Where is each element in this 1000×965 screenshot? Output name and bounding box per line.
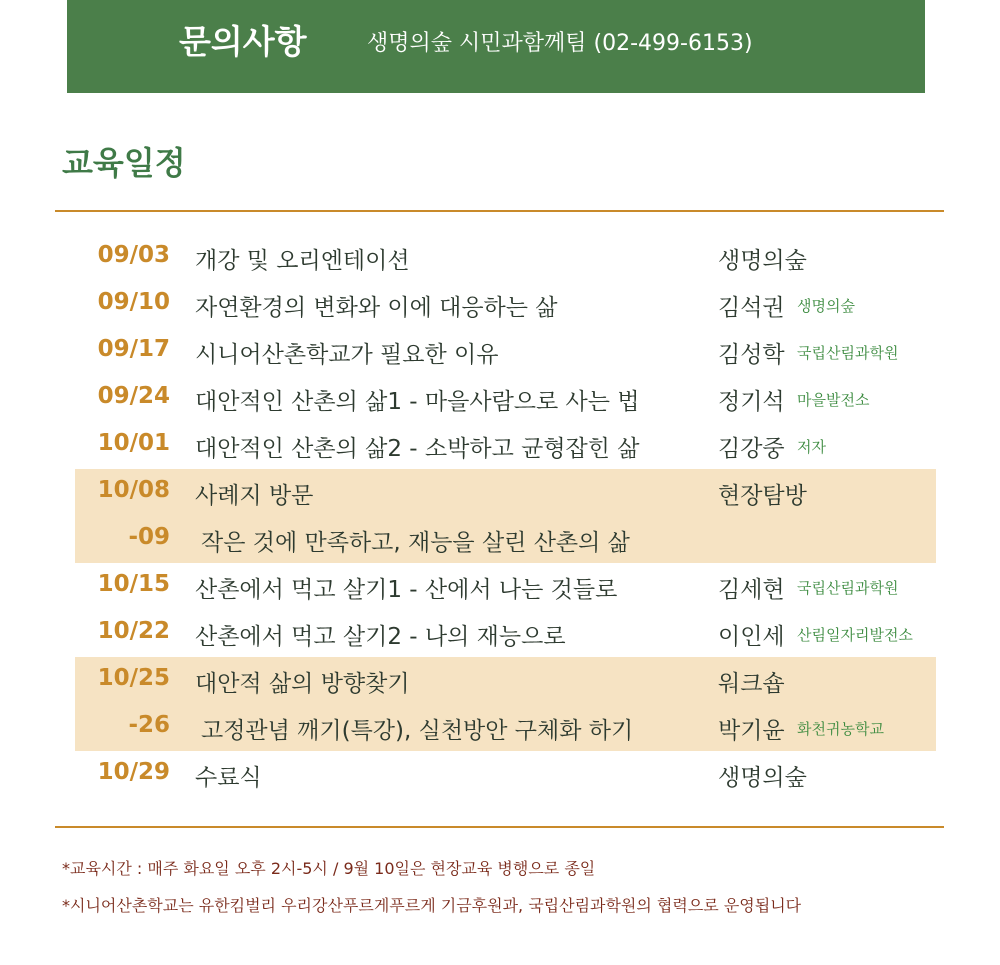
- session-date: 10/22: [97, 618, 170, 644]
- session-date: 09/03: [97, 242, 170, 268]
- session-block: [75, 422, 936, 469]
- lecturer-affiliation: 국립산림과학원: [797, 579, 899, 597]
- highlighted-session-block: [75, 469, 936, 563]
- session-date: 10/25: [97, 665, 170, 691]
- note-schedule-time: *교육시간 : 매주 화요일 오후 2시-5시 / 9월 10일은 현장교육 병행으로 종일: [62, 859, 596, 878]
- session-block: [75, 375, 936, 422]
- schedule-table: [75, 234, 936, 798]
- schedule-row: [75, 281, 936, 328]
- session-title: 산촌에서 먹고 살기1 - 산에서 나는 것들로: [195, 577, 618, 603]
- session-date: -26: [128, 712, 170, 738]
- session-title: 대안적 삶의 방향찾기: [195, 671, 410, 697]
- session-date: 09/17: [97, 336, 170, 362]
- bottom-divider: [55, 826, 944, 828]
- session-lecturer: 김석권: [718, 295, 785, 321]
- lecturer-affiliation: 화천귀농학교: [797, 720, 884, 738]
- session-block: [75, 234, 936, 281]
- session-lecturer: 김세현: [718, 577, 785, 603]
- schedule-row: [75, 234, 936, 281]
- session-title: 대안적인 산촌의 삶1 - 마을사람으로 사는 법: [195, 389, 640, 415]
- session-title: 사례지 방문: [195, 483, 314, 509]
- session-date: 10/15: [97, 571, 170, 597]
- session-lecturer: 김성학: [718, 342, 785, 368]
- top-divider: [55, 210, 944, 212]
- session-date: 10/08: [97, 477, 170, 503]
- session-block: [75, 281, 936, 328]
- session-lecturer: 이인세: [718, 624, 785, 650]
- session-title: 시니어산촌학교가 필요한 이유: [195, 342, 499, 368]
- lecturer-affiliation: 생명의숲: [797, 297, 855, 315]
- session-title: 산촌에서 먹고 살기2 - 나의 재능으로: [195, 624, 566, 650]
- banner-title: 문의사항: [179, 22, 307, 61]
- session-date: 09/24: [97, 383, 170, 409]
- schedule-row: [75, 328, 936, 375]
- schedule-row: [75, 657, 936, 704]
- session-date: 10/29: [97, 759, 170, 785]
- session-lecturer: 박기윤: [718, 718, 785, 744]
- session-lecturer: 현장탐방: [718, 483, 807, 509]
- session-block: [75, 563, 936, 610]
- session-block: [75, 751, 936, 798]
- lecturer-affiliation: 저자: [797, 438, 826, 456]
- session-date: 09/10: [97, 289, 170, 315]
- lecturer-affiliation: 국립산림과학원: [797, 344, 899, 362]
- session-lecturer: 생명의숲: [718, 765, 807, 791]
- schedule-row: [75, 704, 936, 751]
- session-lecturer: 워크숍: [718, 671, 785, 697]
- session-lecturer: 정기석: [718, 389, 785, 415]
- session-title: 개강 및 오리엔테이션: [195, 248, 410, 274]
- banner-contact-info: 생명의숲 시민과함께팀 (02-499-6153): [367, 31, 753, 56]
- schedule-row: [75, 375, 936, 422]
- schedule-row: [75, 610, 936, 657]
- lecturer-affiliation: 마을발전소: [797, 391, 870, 409]
- schedule-row: [75, 469, 936, 516]
- session-lecturer: 생명의숲: [718, 248, 807, 274]
- session-date: -09: [128, 524, 170, 550]
- highlighted-session-block: [75, 657, 936, 751]
- schedule-row: [75, 563, 936, 610]
- session-title: 자연환경의 변화와 이에 대응하는 삶: [195, 295, 558, 321]
- session-block: [75, 610, 936, 657]
- session-lecturer: 김강중: [718, 436, 785, 462]
- session-title: 대안적인 산촌의 삶2 - 소박하고 균형잡힌 삶: [195, 436, 640, 462]
- contact-banner: [67, 0, 925, 93]
- session-date: 10/01: [97, 430, 170, 456]
- section-title: 교육일정: [62, 144, 186, 182]
- session-title: 작은 것에 만족하고, 재능을 살린 산촌의 삶: [201, 530, 630, 556]
- session-title: 수료식: [195, 765, 262, 791]
- session-title: 고정관념 깨기(특강), 실천방안 구체화 하기: [201, 718, 634, 744]
- schedule-row: [75, 516, 936, 563]
- schedule-row: [75, 751, 936, 798]
- session-block: [75, 328, 936, 375]
- schedule-row: [75, 422, 936, 469]
- lecturer-affiliation: 산림일자리발전소: [797, 626, 913, 644]
- note-sponsor: *시니어산촌학교는 유한킴벌리 우리강산푸르게푸르게 기금후원과, 국립산림과학원의 협력으로 운영됩니다: [62, 896, 802, 915]
